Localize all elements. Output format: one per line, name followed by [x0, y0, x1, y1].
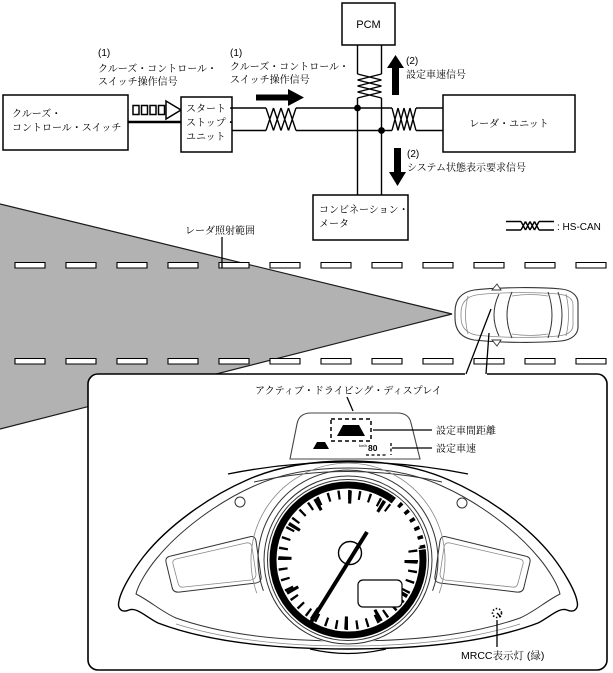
signal-number: (2)	[406, 56, 419, 67]
headway-label: 設定車間距離	[436, 426, 496, 437]
hs-can-legend-label: : HS-CAN	[557, 222, 601, 233]
segmented-signal-arrow	[133, 101, 181, 119]
radar-unit-label: レーダ・ユニット	[469, 119, 549, 130]
mrcc-label: MRCC表示灯 (緑)	[461, 650, 545, 662]
signal-cruise-left-label	[98, 48, 217, 88]
combination-meter-line2: メータ	[319, 219, 349, 230]
side-mirror	[492, 340, 501, 346]
can-bus-horizontal	[232, 108, 443, 131]
signal-text-line2: スイッチ操作信号	[230, 75, 310, 86]
signal-number: (2)	[407, 149, 420, 160]
cruise-switch-line1: クルーズ・	[12, 109, 62, 120]
junction-dot	[354, 105, 361, 112]
hs-can-legend	[506, 222, 601, 234]
signal-cruise-mid-label	[230, 48, 349, 86]
signal-text: 設定車速信号	[406, 70, 466, 81]
signal-number: (1)	[98, 48, 111, 59]
car-top-view	[455, 284, 578, 346]
twisted-pair-symbol	[521, 222, 539, 231]
cruise-switch-line2: コントロール・スイッチ	[12, 123, 122, 134]
start-stop-line3: ユニット	[186, 132, 226, 143]
hud-display	[290, 413, 420, 459]
set-speed-label: 設定車速	[436, 444, 476, 455]
hud-title: アクティブ・ドライビング・ディスプレイ	[255, 386, 442, 397]
signal-set-speed-label	[406, 56, 466, 81]
signal-arrow-down	[389, 148, 406, 186]
junction-dot	[378, 127, 385, 134]
radar-range-label: レーダ照射範囲	[185, 226, 255, 237]
side-mirror	[492, 284, 501, 290]
odometer-window	[358, 580, 402, 607]
combination-meter-box	[313, 195, 409, 240]
can-bus-vertical	[358, 45, 382, 195]
twisted-pair-symbol	[358, 74, 382, 98]
combination-meter-line1: コンビネーション・	[319, 205, 409, 216]
hud-speed-unit: km/h	[359, 444, 368, 448]
signal-text-line1: クルーズ・コントロール・	[230, 62, 349, 73]
pcm-box	[342, 3, 395, 45]
signal-arrow-up	[387, 55, 404, 95]
signal-text-line1: クルーズ・コントロール・	[98, 64, 217, 75]
signal-text: システム状態表示要求信号	[407, 163, 526, 174]
twisted-pair-symbol	[266, 108, 296, 131]
twisted-pair-symbol	[392, 108, 416, 131]
start-stop-line2: ストップ・	[186, 118, 236, 129]
radar-unit-box	[443, 95, 575, 152]
pcm-label: PCM	[356, 19, 381, 31]
cruise-switch-box	[3, 95, 128, 150]
hud-speed-value: 80	[368, 443, 378, 453]
signal-arrow-right	[256, 89, 304, 106]
start-stop-box	[181, 97, 236, 152]
start-stop-line1: スタート・	[186, 104, 236, 115]
signal-text-line2: スイッチ操作信号	[98, 77, 178, 88]
signal-number: (1)	[230, 48, 243, 59]
